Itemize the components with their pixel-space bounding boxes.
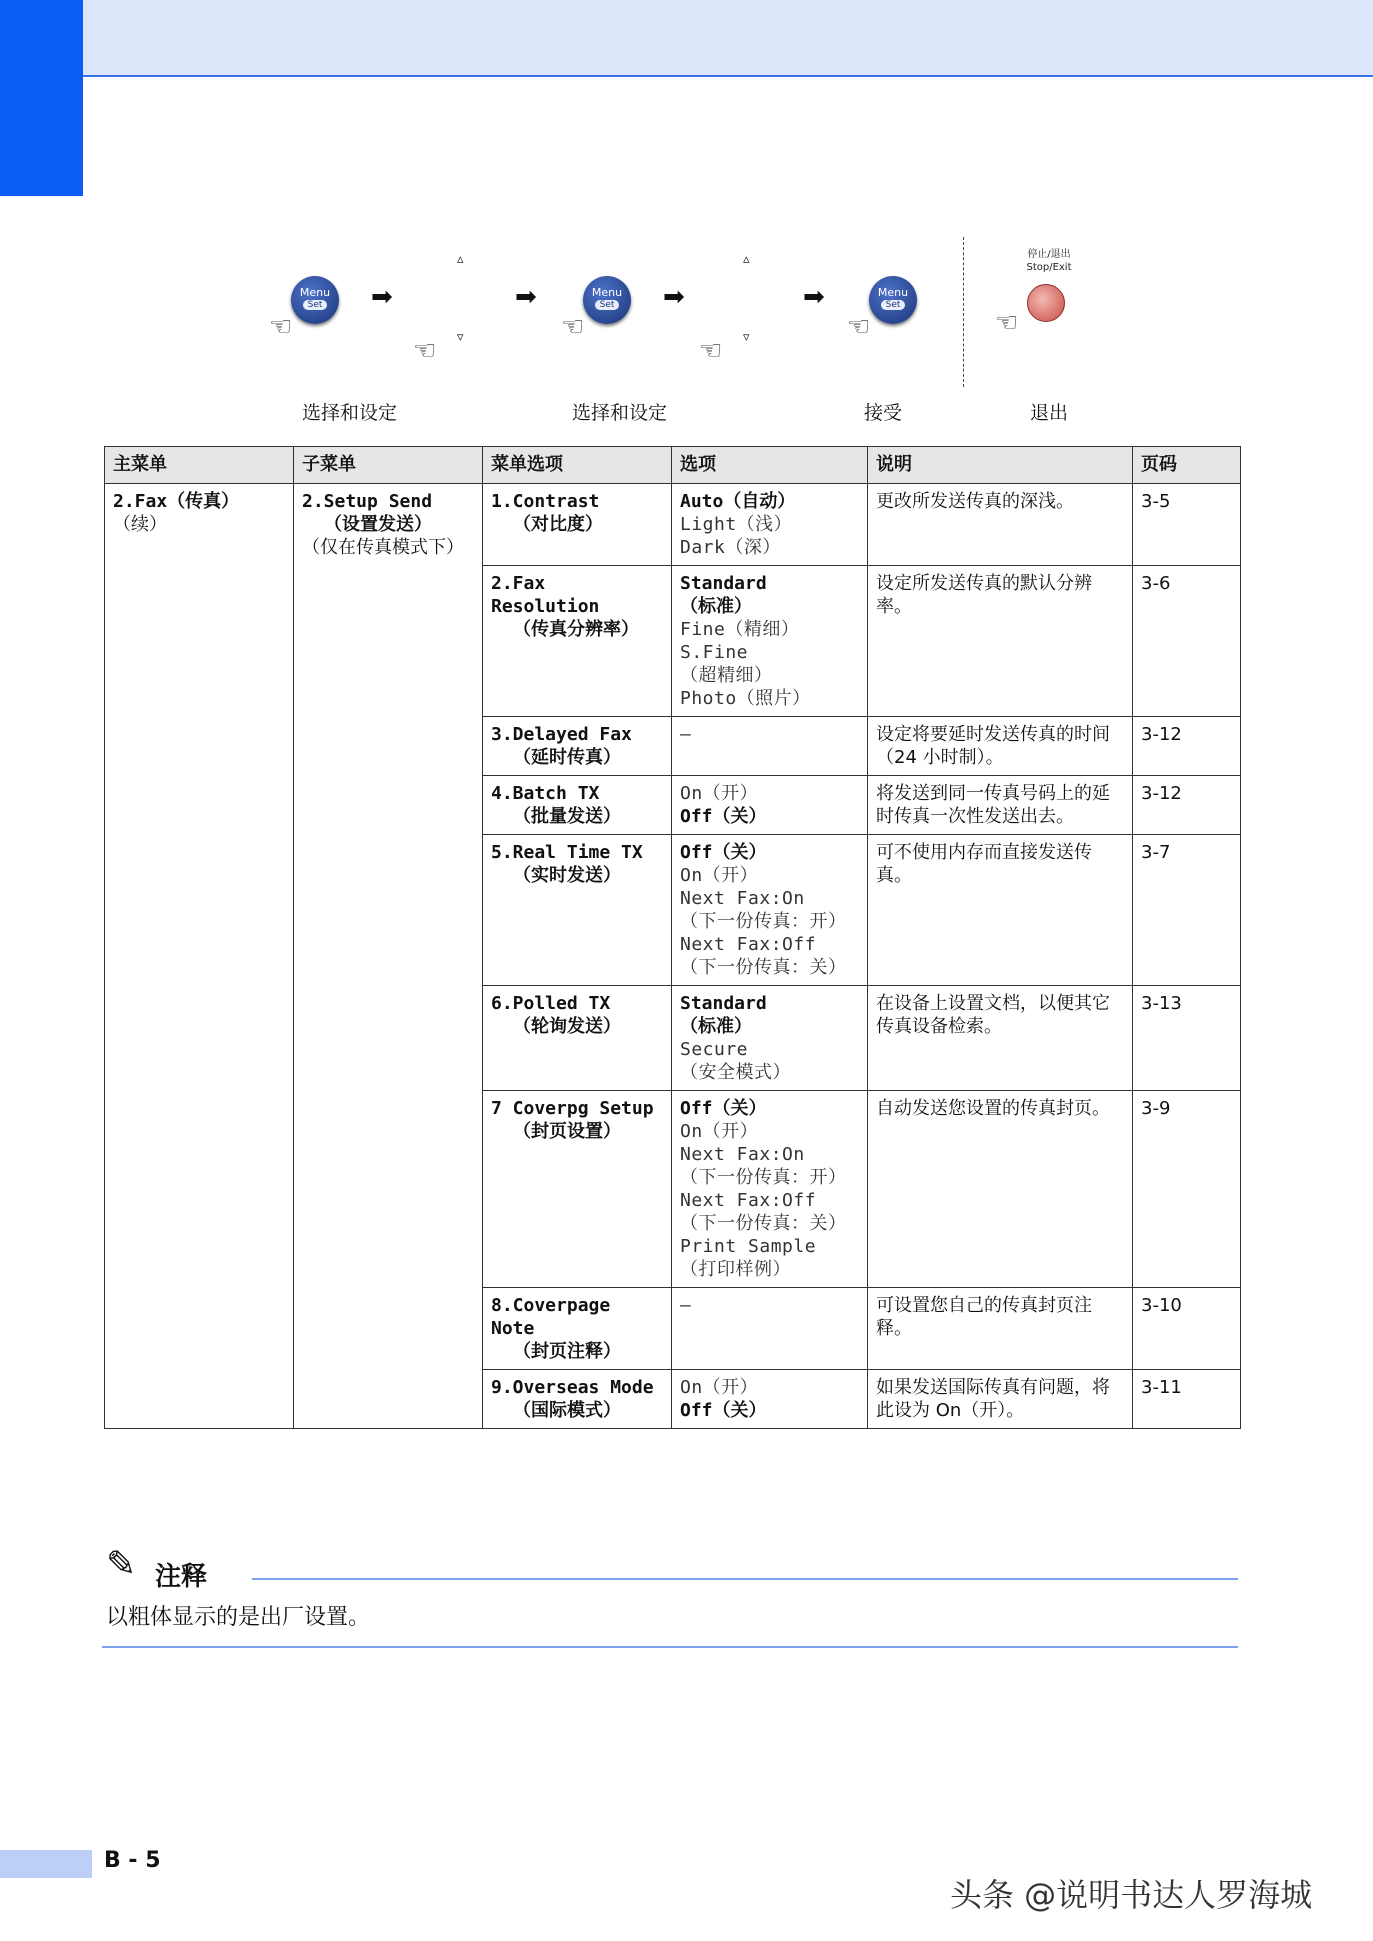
stop-label-en: Stop/Exit xyxy=(1026,262,1072,273)
page-number-bar xyxy=(0,1850,92,1878)
options-cell xyxy=(672,566,868,717)
pointing-hand-icon: ☜ xyxy=(699,336,723,366)
option: S.Fine xyxy=(680,642,749,663)
sub-menu-label: 2.Setup Send xyxy=(302,491,433,512)
stop-exit-label xyxy=(1009,248,1089,274)
option: （安全模式） xyxy=(680,1062,791,1083)
header-page: 页码 xyxy=(1133,447,1241,484)
option: （超精细） xyxy=(680,665,773,686)
menu-set-button-3 xyxy=(869,276,917,324)
default-option: Auto（自动） xyxy=(680,491,796,512)
options-cell xyxy=(672,484,868,566)
header-options: 选项 xyxy=(672,447,868,484)
set-label: Set xyxy=(881,300,905,310)
menu-item-cell xyxy=(483,484,672,566)
menu-item-label: 2.Fax Resolution xyxy=(491,573,600,617)
options-cell xyxy=(672,835,868,986)
option: Next Fax:On xyxy=(680,888,805,909)
stop-exit-button xyxy=(1027,284,1065,322)
page-ref-cell: 3-7 xyxy=(1133,835,1241,986)
option: （下一份传真：关） xyxy=(680,957,847,978)
page-ref-cell: 3-12 xyxy=(1133,717,1241,776)
menu-item-cell xyxy=(483,717,672,776)
button-sequence-diagram xyxy=(265,232,1085,392)
description-cell: 设定所发送传真的默认分辨率。 xyxy=(868,566,1133,717)
default-option: Off（关） xyxy=(680,806,767,827)
option: （下一份传真：关） xyxy=(680,1213,847,1234)
chapter-side-tab xyxy=(0,0,83,196)
option: Print Sample xyxy=(680,1236,817,1257)
page-ref-cell: 3-10 xyxy=(1133,1288,1241,1370)
option: On（开） xyxy=(680,865,759,886)
default-option: （标准） xyxy=(680,596,752,617)
option: （下一份传真：开） xyxy=(680,1167,847,1188)
menu-item-label: 6.Polled TX xyxy=(491,993,611,1014)
option: On（开） xyxy=(680,1377,759,1398)
option: Secure xyxy=(680,1039,749,1060)
main-menu-cell xyxy=(105,484,294,1429)
note-title: 注释 xyxy=(155,1562,208,1592)
default-option: （标准） xyxy=(680,1016,752,1037)
option: （打印样例） xyxy=(680,1259,791,1280)
option: — xyxy=(680,724,692,745)
stop-label-cn: 停止/退出 xyxy=(1027,249,1071,260)
note-rule-bottom xyxy=(102,1646,1238,1648)
option: Light（浅） xyxy=(680,514,793,535)
menu-item-label-cn: （轮询发送） xyxy=(513,1016,621,1037)
page-ref-cell: 3-13 xyxy=(1133,986,1241,1091)
option: On（开） xyxy=(680,1121,759,1142)
page-number: B - 5 xyxy=(104,1848,161,1873)
caption-select-set-1: 选择和设定 xyxy=(302,402,398,424)
description-cell: 更改所发送传真的深浅。 xyxy=(868,484,1133,566)
options-cell xyxy=(672,717,868,776)
description-cell: 如果发送国际传真有问题，将此设为 On（开）。 xyxy=(868,1370,1133,1429)
watermark: 头条 @说明书达人罗海城 xyxy=(950,1876,1313,1914)
default-option: Off（关） xyxy=(680,842,767,863)
pointing-hand-icon: ☜ xyxy=(269,312,293,342)
right-arrow-icon: ➡ xyxy=(371,282,393,312)
description-cell: 将发送到同一传真号码上的延时传真一次性发送出去。 xyxy=(868,776,1133,835)
option: Photo（照片） xyxy=(680,688,811,709)
main-menu-label: 2.Fax（传真） xyxy=(113,491,240,512)
header-sub-menu: 子菜单 xyxy=(294,447,483,484)
option: — xyxy=(680,1295,692,1316)
menu-item-label: 5.Real Time TX xyxy=(491,842,643,863)
dashed-divider xyxy=(963,237,964,387)
menu-set-button-1 xyxy=(291,276,339,324)
sub-menu-cell xyxy=(294,484,483,1429)
default-option: Off（关） xyxy=(680,1400,767,1421)
options-cell xyxy=(672,1370,868,1429)
pointing-hand-icon: ☜ xyxy=(995,308,1019,338)
pointing-hand-icon: ☜ xyxy=(561,312,585,342)
set-label: Set xyxy=(595,300,619,310)
default-option: Off（关） xyxy=(680,1098,767,1119)
pointing-hand-icon: ☜ xyxy=(847,312,871,342)
menu-item-label: 9.Overseas Mode xyxy=(491,1377,654,1398)
right-arrow-icon: ➡ xyxy=(803,282,825,312)
options-cell xyxy=(672,776,868,835)
option: （下一份传真：开） xyxy=(680,911,847,932)
option: Next Fax:Off xyxy=(680,934,817,955)
note-text: 以粗体显示的是出厂设置。 xyxy=(106,1605,371,1630)
menu-item-label: 7 Coverpg Setup xyxy=(491,1098,654,1119)
options-cell xyxy=(672,1091,868,1288)
down-triangle-icon: ▿ xyxy=(743,330,750,345)
caption-exit: 退出 xyxy=(1030,402,1069,424)
menu-item-label-cn: （国际模式） xyxy=(513,1400,621,1421)
right-arrow-icon: ➡ xyxy=(663,282,685,312)
top-header-band xyxy=(0,0,1373,77)
note-pencil-icon: ✎ xyxy=(106,1544,137,1585)
menu-item-cell xyxy=(483,835,672,986)
up-triangle-icon: ▵ xyxy=(457,252,464,267)
menu-label: Menu xyxy=(591,286,623,299)
table-row xyxy=(105,484,1241,566)
option: Next Fax:Off xyxy=(680,1190,817,1211)
sub-menu-note: （仅在传真模式下） xyxy=(302,537,464,558)
caption-select-set-2: 选择和设定 xyxy=(572,402,668,424)
menu-item-cell xyxy=(483,1370,672,1429)
menu-set-button-2 xyxy=(583,276,631,324)
description-cell: 自动发送您设置的传真封页。 xyxy=(868,1091,1133,1288)
options-cell xyxy=(672,986,868,1091)
menu-item-label: 3.Delayed Fax xyxy=(491,724,632,745)
description-cell: 在设备上设置文档，以便其它传真设备检索。 xyxy=(868,986,1133,1091)
menu-item-cell xyxy=(483,986,672,1091)
menu-item-label-cn: （封页注释） xyxy=(513,1341,621,1362)
default-option: Standard xyxy=(680,573,767,594)
option: On（开） xyxy=(680,783,759,804)
page-ref-cell: 3-5 xyxy=(1133,484,1241,566)
page-ref-cell: 3-12 xyxy=(1133,776,1241,835)
header-description: 说明 xyxy=(868,447,1133,484)
menu-item-label-cn: （批量发送） xyxy=(513,806,621,827)
table-header-row xyxy=(105,447,1241,484)
menu-item-label-cn: （实时发送） xyxy=(513,865,621,886)
menu-label: Menu xyxy=(877,286,909,299)
menu-item-cell xyxy=(483,1091,672,1288)
menu-item-cell xyxy=(483,776,672,835)
page-ref-cell: 3-6 xyxy=(1133,566,1241,717)
caption-accept: 接受 xyxy=(864,402,903,424)
menu-label: Menu xyxy=(299,286,331,299)
sub-menu-label-cn: （设置发送） xyxy=(324,514,432,535)
menu-item-label: 8.Coverpage Note xyxy=(491,1295,611,1339)
description-cell: 设定将要延时发送传真的时间（24 小时制）。 xyxy=(868,717,1133,776)
note-rule-top xyxy=(252,1578,1238,1580)
menu-item-label-cn: （传真分辨率） xyxy=(513,619,639,640)
options-cell xyxy=(672,1288,868,1370)
menu-item-cell xyxy=(483,1288,672,1370)
option: Next Fax:On xyxy=(680,1144,805,1165)
menu-item-label-cn: （封页设置） xyxy=(513,1121,621,1142)
menu-item-cell xyxy=(483,566,672,717)
header-main-menu: 主菜单 xyxy=(105,447,294,484)
main-menu-cont: （续） xyxy=(113,514,167,535)
pointing-hand-icon: ☜ xyxy=(413,336,437,366)
set-label: Set xyxy=(303,300,327,310)
default-option: Standard xyxy=(680,993,767,1014)
menu-item-label-cn: （延时传真） xyxy=(513,747,621,768)
right-arrow-icon: ➡ xyxy=(515,282,537,312)
option: Fine（精细） xyxy=(680,619,800,640)
header-menu-option: 菜单选项 xyxy=(483,447,672,484)
description-cell: 可不使用内存而直接发送传真。 xyxy=(868,835,1133,986)
menu-item-label: 4.Batch TX xyxy=(491,783,600,804)
option: Dark（深） xyxy=(680,537,781,558)
menu-settings-table xyxy=(104,446,1241,1429)
page-ref-cell: 3-9 xyxy=(1133,1091,1241,1288)
down-triangle-icon: ▿ xyxy=(457,330,464,345)
description-cell: 可设置您自己的传真封页注释。 xyxy=(868,1288,1133,1370)
menu-item-label: 1.Contrast xyxy=(491,491,600,512)
menu-item-label-cn: （对比度） xyxy=(513,514,603,535)
page-ref-cell: 3-11 xyxy=(1133,1370,1241,1429)
up-triangle-icon: ▵ xyxy=(743,252,750,267)
